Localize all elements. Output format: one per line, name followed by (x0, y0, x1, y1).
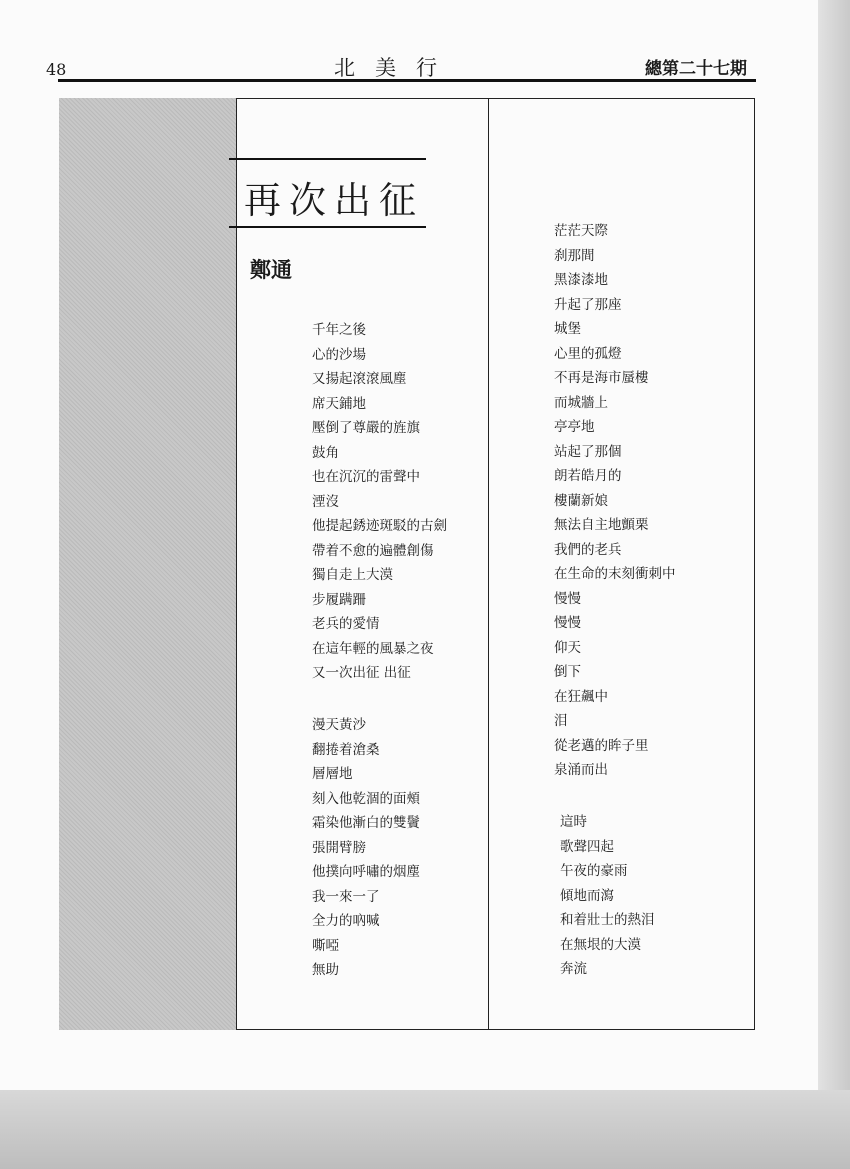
poem-line: 在這年輕的風暴之夜 (312, 640, 434, 657)
poem-line: 他撲向呼嘯的烟塵 (312, 864, 420, 880)
poem-line: 我們的老兵 (554, 541, 622, 558)
poem-line: 我一來一了 (312, 888, 380, 905)
poem-title: 再次出征 (244, 179, 424, 222)
poem-line: 和着壯士的熱泪 (560, 912, 655, 928)
poem-line: 千年之後 (312, 322, 366, 338)
poem-line: 也在沉沉的雷聲中 (312, 469, 420, 485)
poem-line: 這時 (560, 814, 587, 830)
poem-line: 午夜的豪雨 (560, 863, 628, 879)
poem-line: 在無垠的大漠 (560, 936, 641, 953)
poem-line: 無法自主地顫栗 (554, 517, 649, 533)
poem-line: 張開臂膀 (312, 839, 366, 856)
title-rule-bottom (229, 226, 426, 228)
poem-line: 歌聲四起 (560, 838, 614, 855)
poem-line: 在狂飆中 (554, 688, 608, 705)
poem-line: 壓倒了尊嚴的旌旗 (312, 420, 420, 436)
poem-line: 樓蘭新娘 (554, 492, 608, 509)
poem-line: 泪 (554, 713, 568, 729)
poem-line: 漫天黃沙 (312, 717, 366, 733)
poem-line: 全力的吶喊 (312, 913, 380, 929)
poem-line: 又一次出征 出征 (312, 665, 411, 681)
poem-line: 心的沙場 (312, 346, 366, 363)
poem-line: 帶着不愈的遍體創傷 (312, 542, 434, 559)
shaded-margin-panel (59, 98, 237, 1030)
column-divider (488, 98, 489, 1030)
poem-line: 霜染他漸白的雙鬢 (312, 815, 420, 831)
poem-line: 慢慢 (554, 590, 581, 607)
poem-line: 茫茫天際 (554, 223, 608, 239)
poem-line: 仰天 (554, 639, 581, 656)
poem-author: 鄭通 (250, 258, 292, 282)
journal-title: 北美行 (334, 56, 457, 80)
left-stanza-1 (312, 318, 447, 686)
poem-line: 朗若皓月的 (554, 468, 622, 484)
poem-line: 不再是海市蜃樓 (554, 370, 649, 386)
poem-line: 黑漆漆地 (554, 272, 608, 288)
poem-line: 從老邁的眸子里 (554, 737, 649, 754)
poem-line: 傾地而瀉 (560, 887, 614, 904)
poem-line: 鼓角 (312, 444, 339, 461)
poem-line: 泉涌而出 (554, 762, 608, 778)
poem-line: 層層地 (312, 766, 353, 782)
poem-line: 刹那間 (554, 247, 595, 264)
scan-bottom-margin (0, 1090, 850, 1169)
page-number: 48 (46, 60, 67, 79)
issue-label: 總第二十七期 (645, 59, 747, 79)
right-stanza-2 (560, 810, 655, 982)
poem-line: 慢慢 (554, 615, 581, 631)
poem-line: 奔流 (560, 961, 587, 977)
poem-line: 升起了那座 (554, 296, 622, 313)
poem-line: 亭亭地 (554, 419, 595, 435)
poem-line: 老兵的愛情 (312, 616, 380, 632)
poem-line: 站起了那個 (554, 443, 622, 460)
poem-line: 席天鋪地 (312, 395, 366, 412)
poem-line: 刻入他乾涸的面頰 (312, 790, 420, 807)
poem-line: 在生命的末刻衝刺中 (554, 566, 676, 582)
poem-line: 心里的孤燈 (554, 345, 622, 362)
poem-line: 而城牆上 (554, 394, 608, 411)
poem-line: 城堡 (554, 321, 581, 337)
poem-line: 他提起銹迹斑駁的古劍 (312, 518, 447, 534)
page-edge (818, 0, 850, 1169)
poem-line: 又揚起滾滾風塵 (312, 371, 407, 387)
poem-line: 湮沒 (312, 493, 339, 510)
right-stanza-1 (554, 219, 676, 783)
poem-line: 步履蹒跚 (312, 591, 366, 608)
left-stanza-2 (312, 713, 420, 983)
poem-line: 倒下 (554, 664, 581, 680)
poem-line: 無助 (312, 962, 339, 978)
title-rule-top (229, 158, 426, 160)
poem-line: 獨自走上大漠 (312, 567, 393, 583)
header-rule (58, 79, 756, 82)
poem-line: 嘶啞 (312, 937, 339, 954)
poem-line: 翻捲着滄桑 (312, 741, 380, 758)
